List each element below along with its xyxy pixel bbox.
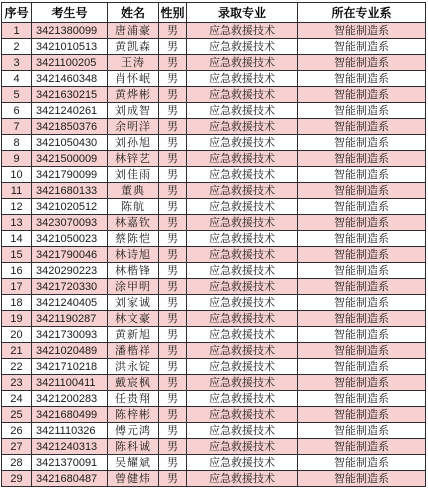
- cell-exam-id: 3421100411: [32, 375, 108, 391]
- cell-department: 智能制造系: [298, 327, 426, 343]
- cell-department: 智能制造系: [298, 295, 426, 311]
- header-exam-id: 考生号: [32, 3, 108, 23]
- cell-department: 智能制造系: [298, 55, 426, 71]
- table-row: [2, 199, 426, 215]
- cell-seq: 4: [2, 71, 32, 87]
- cell-name: 戴宸枫: [108, 375, 159, 391]
- cell-gender: 男: [159, 103, 187, 119]
- cell-seq: 6: [2, 103, 32, 119]
- table-row: [2, 439, 426, 455]
- cell-name: 黄烨彬: [108, 87, 159, 103]
- cell-name: 陈梓彬: [108, 407, 159, 423]
- cell-exam-id: 3421050023: [32, 231, 108, 247]
- cell-major: 应急救援技术: [187, 391, 298, 407]
- cell-exam-id: 3420290223: [32, 263, 108, 279]
- table-row: [2, 343, 426, 359]
- cell-name: 林文豪: [108, 311, 159, 327]
- cell-gender: 男: [159, 295, 187, 311]
- cell-major: 应急救援技术: [187, 375, 298, 391]
- cell-name: 吴耀斌: [108, 455, 159, 471]
- cell-major: 应急救援技术: [187, 39, 298, 55]
- cell-gender: 男: [159, 231, 187, 247]
- table-row: [2, 471, 426, 487]
- cell-major: 应急救援技术: [187, 183, 298, 199]
- cell-name: 肖怀岷: [108, 71, 159, 87]
- cell-gender: 男: [159, 71, 187, 87]
- cell-name: 陈航: [108, 199, 159, 215]
- cell-seq: 29: [2, 471, 32, 487]
- cell-exam-id: 3421370091: [32, 455, 108, 471]
- header-name: 姓名: [108, 3, 159, 23]
- table-row: [2, 231, 426, 247]
- cell-gender: 男: [159, 359, 187, 375]
- cell-major: 应急救援技术: [187, 119, 298, 135]
- cell-gender: 男: [159, 423, 187, 439]
- cell-major: 应急救援技术: [187, 87, 298, 103]
- cell-major: 应急救援技术: [187, 71, 298, 87]
- cell-department: 智能制造系: [298, 279, 426, 295]
- cell-gender: 男: [159, 247, 187, 263]
- cell-department: 智能制造系: [298, 343, 426, 359]
- cell-gender: 男: [159, 183, 187, 199]
- cell-gender: 男: [159, 471, 187, 487]
- cell-name: 唐浦豪: [108, 23, 159, 39]
- cell-name: 洪永锭: [108, 359, 159, 375]
- cell-exam-id: 3421050430: [32, 135, 108, 151]
- cell-gender: 男: [159, 215, 187, 231]
- table-body: [2, 23, 426, 487]
- cell-exam-id: 3421680133: [32, 183, 108, 199]
- cell-gender: 男: [159, 439, 187, 455]
- cell-department: 智能制造系: [298, 71, 426, 87]
- cell-seq: 27: [2, 439, 32, 455]
- table-row: [2, 167, 426, 183]
- cell-gender: 男: [159, 455, 187, 471]
- cell-major: 应急救援技术: [187, 151, 298, 167]
- cell-department: 智能制造系: [298, 215, 426, 231]
- cell-exam-id: 3421100205: [32, 55, 108, 71]
- cell-department: 智能制造系: [298, 407, 426, 423]
- table-row: [2, 151, 426, 167]
- table-row: [2, 263, 426, 279]
- cell-exam-id: 3423070093: [32, 215, 108, 231]
- table-row: [2, 135, 426, 151]
- cell-gender: 男: [159, 167, 187, 183]
- cell-name: 任贵翔: [108, 391, 159, 407]
- cell-exam-id: 3421460348: [32, 71, 108, 87]
- cell-major: 应急救援技术: [187, 279, 298, 295]
- cell-major: 应急救援技术: [187, 311, 298, 327]
- table-row: [2, 455, 426, 471]
- table-row: [2, 327, 426, 343]
- table-row: [2, 311, 426, 327]
- cell-seq: 28: [2, 455, 32, 471]
- header-row: [2, 3, 426, 23]
- cell-seq: 2: [2, 39, 32, 55]
- cell-seq: 22: [2, 359, 32, 375]
- cell-department: 智能制造系: [298, 455, 426, 471]
- cell-seq: 13: [2, 215, 32, 231]
- cell-seq: 9: [2, 151, 32, 167]
- table-row: [2, 407, 426, 423]
- table-row: [2, 87, 426, 103]
- cell-exam-id: 3421630215: [32, 87, 108, 103]
- cell-name: 林诗旭: [108, 247, 159, 263]
- cell-exam-id: 3421110326: [32, 423, 108, 439]
- table-row: [2, 23, 426, 39]
- cell-exam-id: 3421680499: [32, 407, 108, 423]
- cell-major: 应急救援技术: [187, 231, 298, 247]
- cell-gender: 男: [159, 375, 187, 391]
- cell-name: 潘楷祥: [108, 343, 159, 359]
- cell-seq: 5: [2, 87, 32, 103]
- cell-major: 应急救援技术: [187, 55, 298, 71]
- table-row: [2, 391, 426, 407]
- cell-major: 应急救援技术: [187, 471, 298, 487]
- cell-department: 智能制造系: [298, 423, 426, 439]
- cell-seq: 25: [2, 407, 32, 423]
- cell-seq: 18: [2, 295, 32, 311]
- cell-department: 智能制造系: [298, 247, 426, 263]
- cell-major: 应急救援技术: [187, 103, 298, 119]
- cell-exam-id: 3421710218: [32, 359, 108, 375]
- cell-exam-id: 3421020512: [32, 199, 108, 215]
- cell-department: 智能制造系: [298, 23, 426, 39]
- cell-department: 智能制造系: [298, 103, 426, 119]
- cell-gender: 男: [159, 119, 187, 135]
- cell-name: 林锌艺: [108, 151, 159, 167]
- cell-gender: 男: [159, 327, 187, 343]
- cell-gender: 男: [159, 135, 187, 151]
- cell-department: 智能制造系: [298, 151, 426, 167]
- cell-exam-id: 3421240261: [32, 103, 108, 119]
- cell-name: 余明洋: [108, 119, 159, 135]
- cell-gender: 男: [159, 39, 187, 55]
- table-row: [2, 359, 426, 375]
- cell-seq: 8: [2, 135, 32, 151]
- cell-name: 黄凯森: [108, 39, 159, 55]
- cell-major: 应急救援技术: [187, 343, 298, 359]
- cell-department: 智能制造系: [298, 39, 426, 55]
- cell-seq: 21: [2, 343, 32, 359]
- cell-seq: 26: [2, 423, 32, 439]
- cell-exam-id: 3421190287: [32, 311, 108, 327]
- cell-gender: 男: [159, 23, 187, 39]
- cell-major: 应急救援技术: [187, 215, 298, 231]
- cell-department: 智能制造系: [298, 167, 426, 183]
- cell-exam-id: 3421500009: [32, 151, 108, 167]
- cell-name: 刘佳雨: [108, 167, 159, 183]
- cell-gender: 男: [159, 311, 187, 327]
- cell-major: 应急救援技术: [187, 407, 298, 423]
- cell-department: 智能制造系: [298, 183, 426, 199]
- header-gender: 性别: [159, 3, 187, 23]
- cell-major: 应急救援技术: [187, 263, 298, 279]
- cell-gender: 男: [159, 151, 187, 167]
- table-row: [2, 375, 426, 391]
- cell-seq: 11: [2, 183, 32, 199]
- cell-exam-id: 3421200283: [32, 391, 108, 407]
- cell-name: 傅元鸿: [108, 423, 159, 439]
- cell-gender: 男: [159, 279, 187, 295]
- cell-seq: 14: [2, 231, 32, 247]
- cell-gender: 男: [159, 263, 187, 279]
- cell-exam-id: 3421380099: [32, 23, 108, 39]
- cell-seq: 16: [2, 263, 32, 279]
- cell-major: 应急救援技术: [187, 135, 298, 151]
- cell-gender: 男: [159, 343, 187, 359]
- cell-gender: 男: [159, 391, 187, 407]
- cell-exam-id: 3421790099: [32, 167, 108, 183]
- cell-department: 智能制造系: [298, 263, 426, 279]
- cell-name: 黄新旭: [108, 327, 159, 343]
- cell-seq: 3: [2, 55, 32, 71]
- cell-major: 应急救援技术: [187, 359, 298, 375]
- cell-department: 智能制造系: [298, 87, 426, 103]
- cell-name: 涂甲明: [108, 279, 159, 295]
- cell-exam-id: 3421730093: [32, 327, 108, 343]
- cell-major: 应急救援技术: [187, 327, 298, 343]
- table-row: [2, 119, 426, 135]
- cell-exam-id: 3421790046: [32, 247, 108, 263]
- cell-major: 应急救援技术: [187, 23, 298, 39]
- admission-table: [1, 2, 426, 487]
- cell-seq: 7: [2, 119, 32, 135]
- cell-seq: 1: [2, 23, 32, 39]
- cell-major: 应急救援技术: [187, 439, 298, 455]
- cell-name: 陈科诚: [108, 439, 159, 455]
- cell-exam-id: 3421020489: [32, 343, 108, 359]
- cell-exam-id: 3421240313: [32, 439, 108, 455]
- cell-department: 智能制造系: [298, 231, 426, 247]
- cell-department: 智能制造系: [298, 391, 426, 407]
- cell-name: 刘家诚: [108, 295, 159, 311]
- cell-exam-id: 3421240405: [32, 295, 108, 311]
- cell-major: 应急救援技术: [187, 295, 298, 311]
- cell-major: 应急救援技术: [187, 167, 298, 183]
- cell-seq: 15: [2, 247, 32, 263]
- cell-department: 智能制造系: [298, 439, 426, 455]
- cell-name: 林嘉钦: [108, 215, 159, 231]
- cell-seq: 17: [2, 279, 32, 295]
- cell-name: 蔡陈恺: [108, 231, 159, 247]
- table-row: [2, 215, 426, 231]
- table-row: [2, 39, 426, 55]
- cell-major: 应急救援技术: [187, 423, 298, 439]
- cell-gender: 男: [159, 87, 187, 103]
- table-row: [2, 183, 426, 199]
- cell-name: 刘成智: [108, 103, 159, 119]
- header-seq: 序号: [2, 3, 32, 23]
- cell-gender: 男: [159, 199, 187, 215]
- cell-department: 智能制造系: [298, 375, 426, 391]
- cell-seq: 19: [2, 311, 32, 327]
- cell-exam-id: 3421010513: [32, 39, 108, 55]
- table-row: [2, 103, 426, 119]
- table-row: [2, 247, 426, 263]
- header-major: 录取专业: [187, 3, 298, 23]
- cell-department: 智能制造系: [298, 359, 426, 375]
- cell-name: 曾健炜: [108, 471, 159, 487]
- cell-name: 林楷锋: [108, 263, 159, 279]
- cell-major: 应急救援技术: [187, 247, 298, 263]
- cell-name: 王涛: [108, 55, 159, 71]
- cell-department: 智能制造系: [298, 199, 426, 215]
- cell-seq: 24: [2, 391, 32, 407]
- cell-seq: 10: [2, 167, 32, 183]
- cell-name: 刘孙旭: [108, 135, 159, 151]
- table-row: [2, 295, 426, 311]
- cell-department: 智能制造系: [298, 119, 426, 135]
- cell-department: 智能制造系: [298, 135, 426, 151]
- cell-gender: 男: [159, 407, 187, 423]
- cell-major: 应急救援技术: [187, 199, 298, 215]
- cell-department: 智能制造系: [298, 471, 426, 487]
- cell-exam-id: 3421680487: [32, 471, 108, 487]
- header-department: 所在专业系: [298, 3, 426, 23]
- cell-seq: 12: [2, 199, 32, 215]
- table-row: [2, 55, 426, 71]
- cell-name: 董典: [108, 183, 159, 199]
- cell-exam-id: 3421720330: [32, 279, 108, 295]
- cell-major: 应急救援技术: [187, 455, 298, 471]
- cell-department: 智能制造系: [298, 311, 426, 327]
- cell-seq: 23: [2, 375, 32, 391]
- cell-exam-id: 3421850376: [32, 119, 108, 135]
- table-row: [2, 279, 426, 295]
- cell-seq: 20: [2, 327, 32, 343]
- table-header: [2, 3, 426, 23]
- table-row: [2, 71, 426, 87]
- cell-gender: 男: [159, 55, 187, 71]
- table-row: [2, 423, 426, 439]
